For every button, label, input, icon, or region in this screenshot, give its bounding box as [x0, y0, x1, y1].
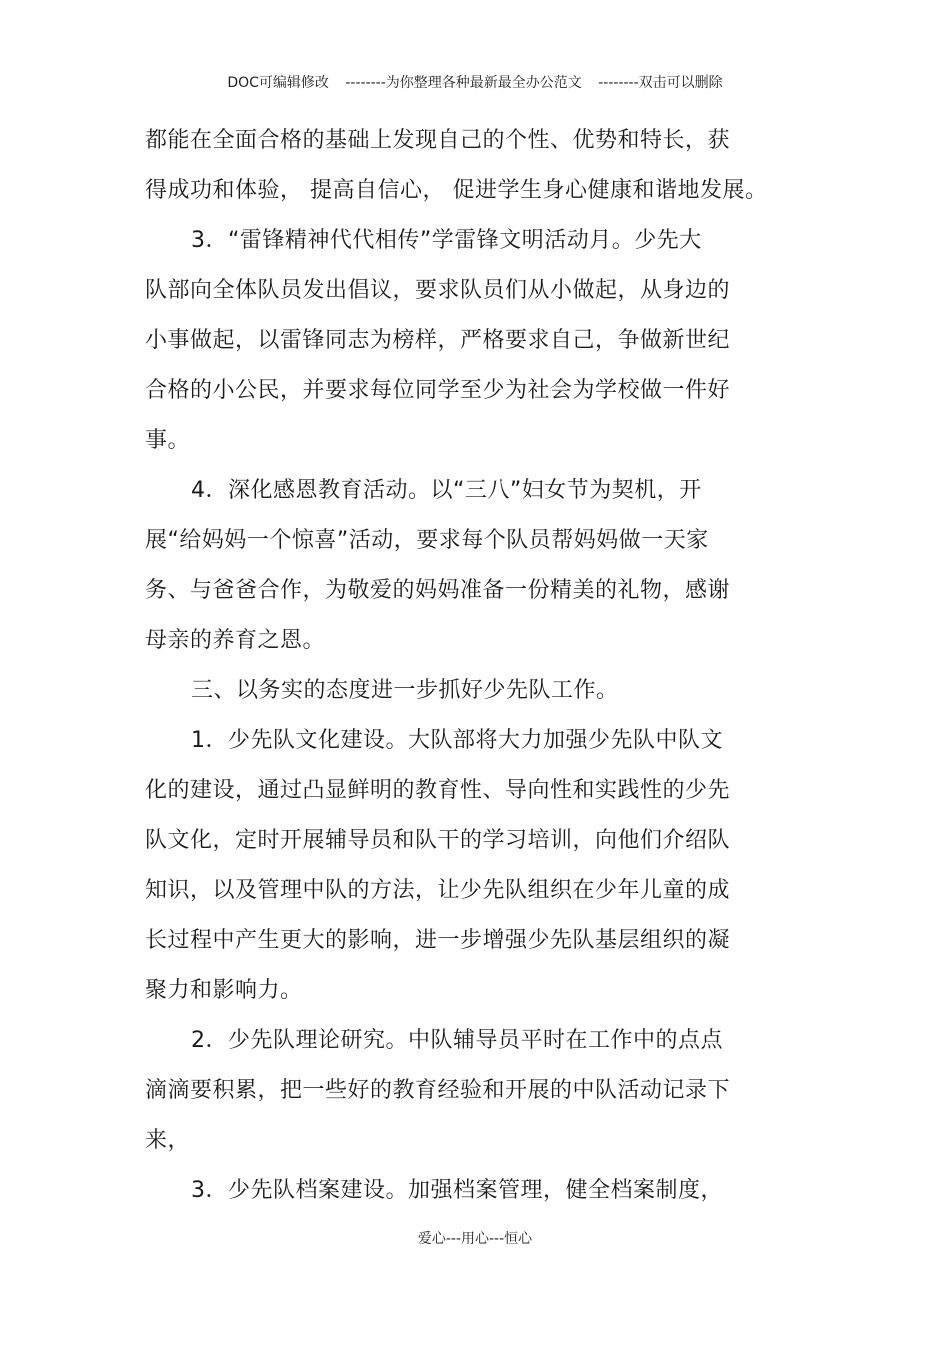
page-footer: 爱心---用心---恒心: [417, 1231, 533, 1247]
paragraph-line: 队文化，定时开展辅导员和队干的学习培训，向他们介绍队: [145, 828, 731, 853]
paragraph-line: 1．少先队文化建设。大队部将大力加强少先队中队文: [191, 728, 723, 753]
section-heading: 三、以务实的态度进一步抓好少先队工作。: [191, 678, 619, 703]
paragraph-line: 长过程中产生更大的影响，进一步增强少先队基层组织的凝: [145, 928, 731, 953]
paragraph-line: 化的建设，通过凸显鲜明的教育性、导向性和实践性的少先: [145, 778, 731, 803]
header-doc-label: DOC可编辑修改: [227, 75, 329, 91]
paragraph-line: 合格的小公民，并要求每位同学至少为社会为学校做一件好: [145, 378, 731, 403]
paragraph-line: 3．少先队档案建设。加强档案管理，健全档案制度，: [191, 1178, 723, 1203]
paragraph-line: 队部向全体队员发出倡议，要求队员们从小做起，从身边的: [145, 278, 731, 303]
paragraph-line: 知识，以及管理中队的方法，让少先队组织在少年儿童的成: [145, 878, 731, 903]
document-body: [145, 122, 785, 1222]
paragraph-line: 得成功和体验， 提高自信心， 促进学生身心健康和谐地发展。: [145, 178, 768, 203]
paragraph-line: 母亲的养育之恩。: [145, 628, 326, 653]
paragraph-line: 事。: [145, 428, 191, 453]
paragraph-line: 4．深化感恩教育活动。以“三八”妇女节为契机，开: [191, 478, 702, 503]
paragraph-line: 展“给妈妈一个惊喜”活动，要求每个队员帮妈妈做一天家: [145, 528, 709, 553]
header-delete-note: --------双击可以删除: [598, 75, 723, 91]
paragraph-line: 2．少先队理论研究。中队辅导员平时在工作中的点点: [191, 1028, 723, 1053]
paragraph-line: 务、与爸爸合作，为敬爱的妈妈准备一份精美的礼物，感谢: [145, 578, 731, 603]
paragraph-line: 小事做起，以雷锋同志为榜样，严格要求自己，争做新世纪: [145, 328, 731, 353]
paragraph-line: 都能在全面合格的基础上发现自己的个性、优势和特长，获: [145, 128, 731, 153]
paragraph-line: 3．“雷锋精神代代相传”学雷锋文明活动月。少先大: [191, 228, 702, 253]
header-collection-note: --------为你整理各种最新最全办公范文: [345, 75, 582, 91]
page-header: [0, 72, 950, 92]
paragraph-line: 聚力和影响力。: [145, 978, 303, 1003]
paragraph-line: 滴滴要积累，把一些好的教育经验和开展的中队活动记录下: [145, 1078, 731, 1103]
paragraph-line: 来，: [145, 1128, 191, 1153]
